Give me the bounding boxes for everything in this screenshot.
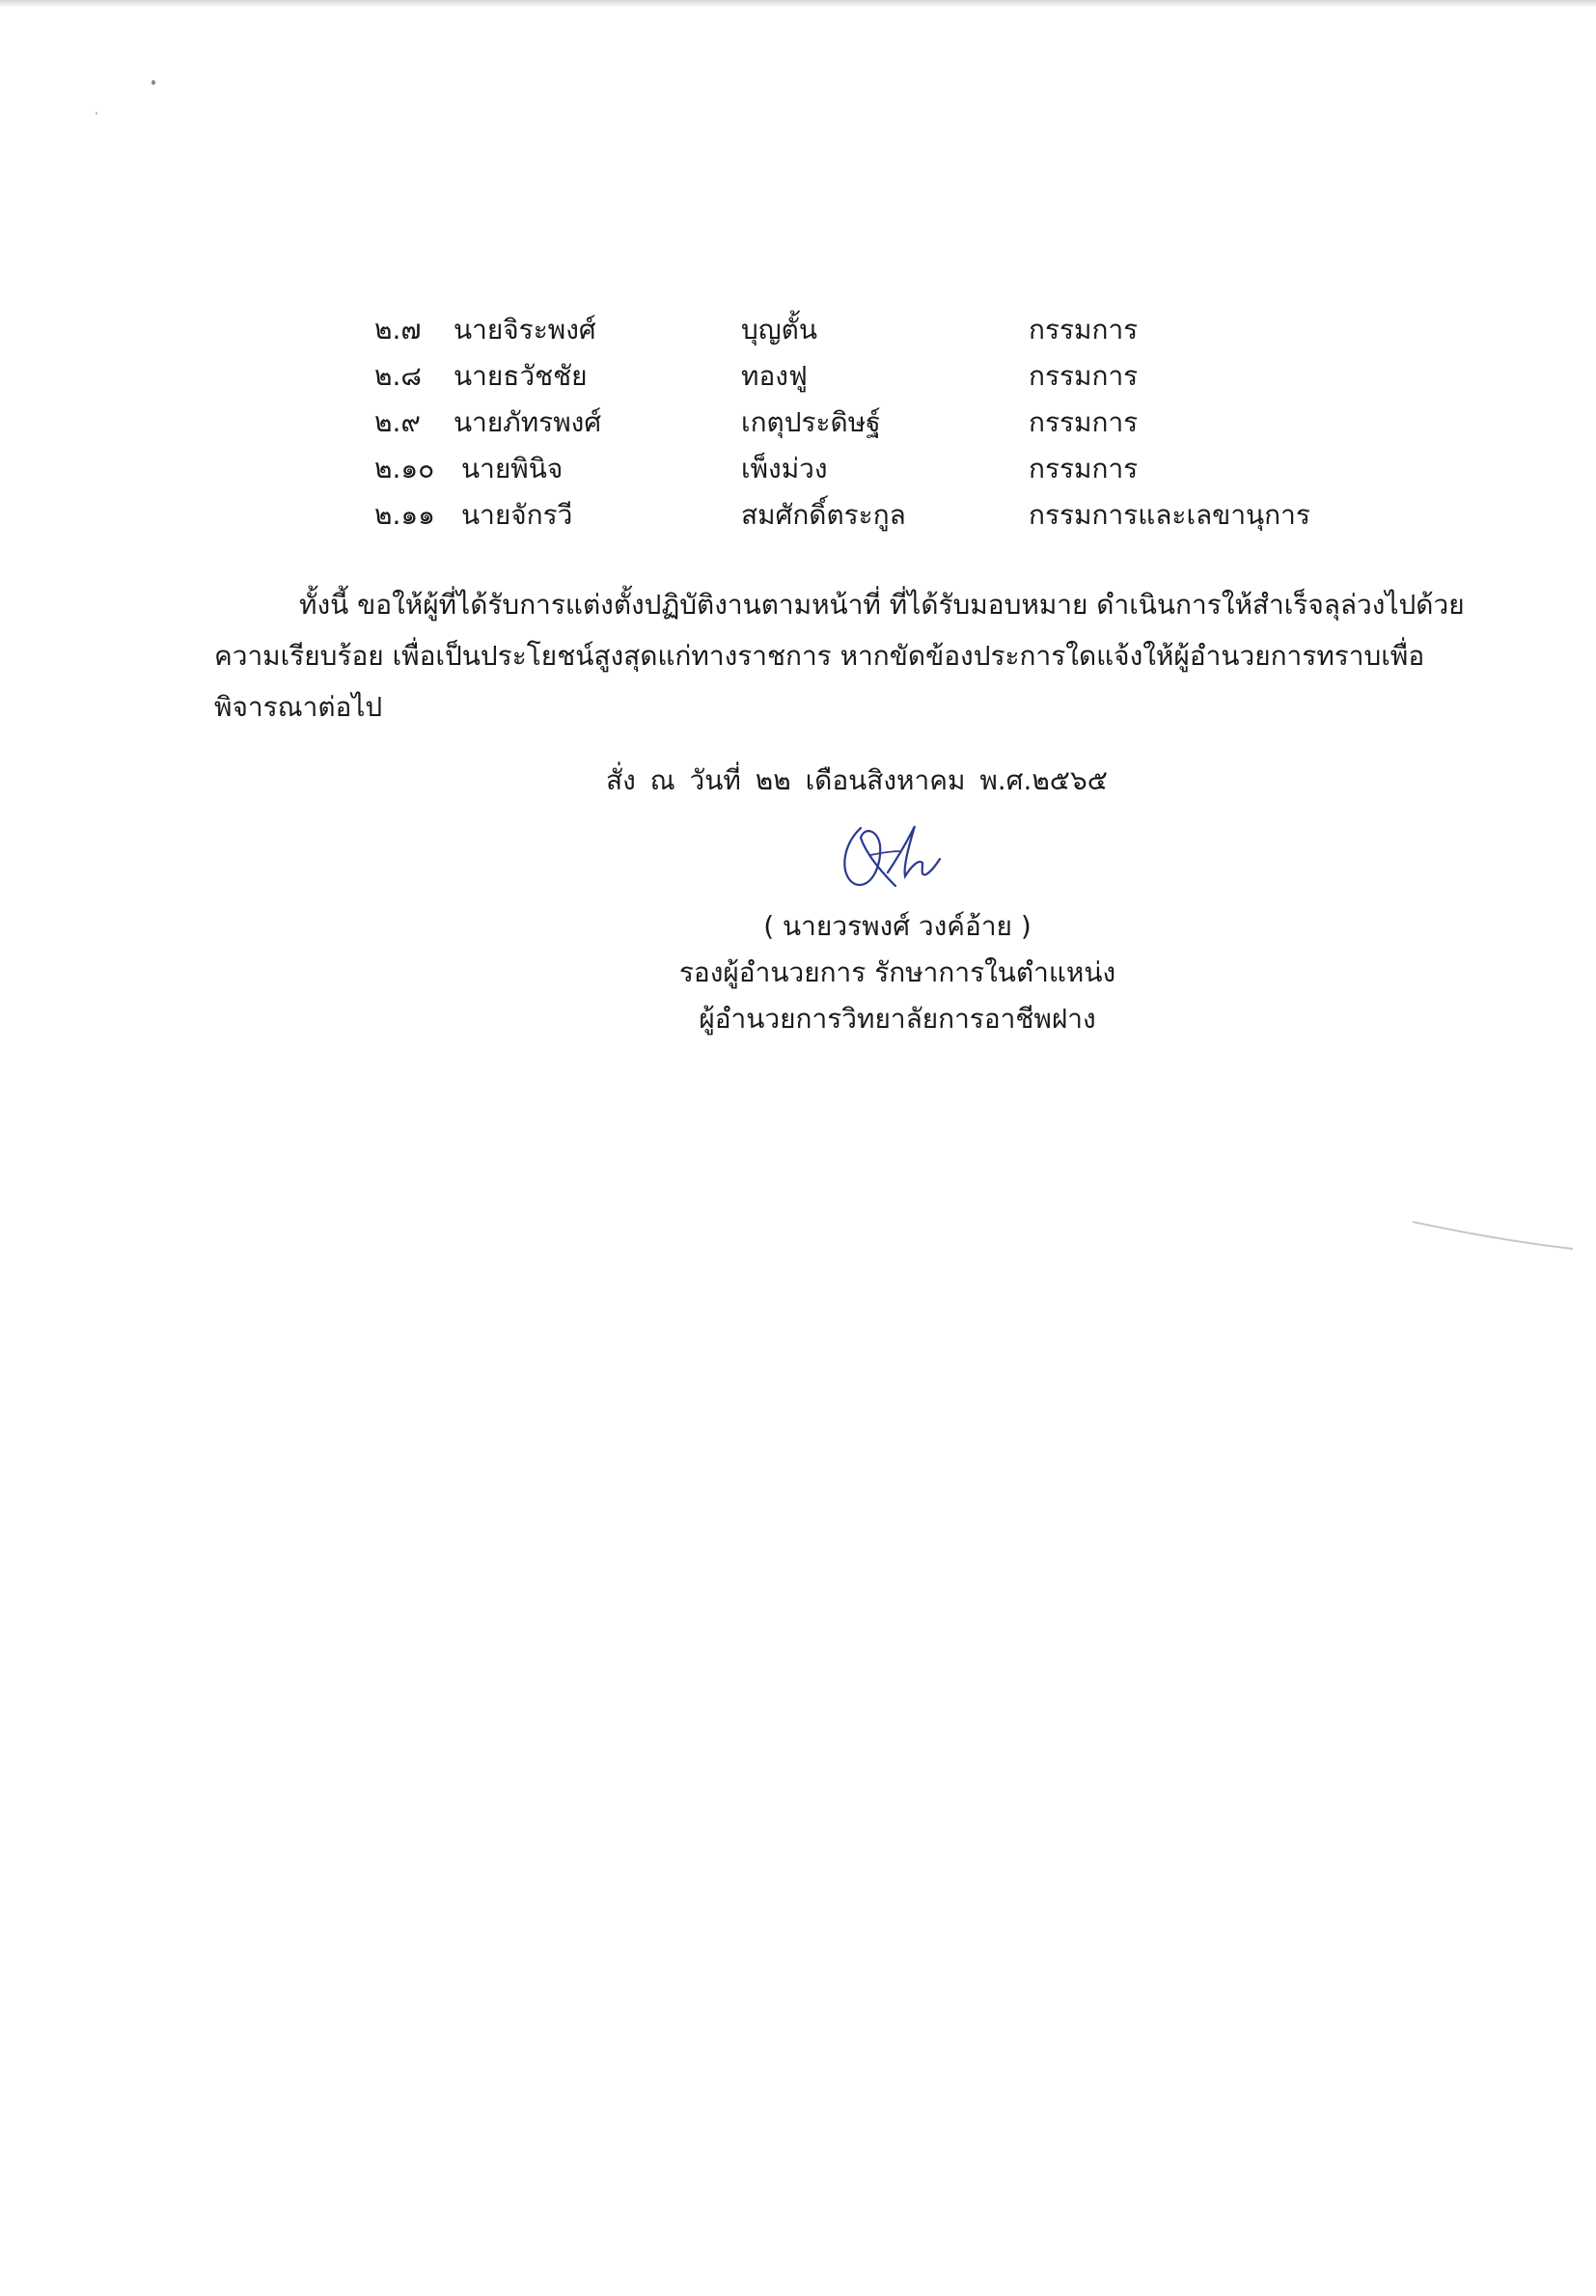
member-row	[374, 353, 1339, 400]
member-number: ๒.๙	[374, 406, 421, 438]
scan-stray-mark	[1411, 1218, 1575, 1257]
member-row	[374, 492, 1339, 539]
member-role: กรรมการ	[1029, 314, 1139, 346]
instruction-paragraph	[214, 579, 1465, 733]
member-number: ๒.๑๑	[374, 499, 435, 531]
member-role: กรรมการ	[1029, 406, 1139, 438]
member-row	[374, 446, 1339, 492]
member-number: ๒.๘	[374, 360, 422, 392]
handwritten-signature	[832, 816, 957, 903]
member-number: ๒.๑๐	[374, 453, 435, 484]
member-last-name: ทองฟู	[741, 360, 808, 392]
member-first-name: นายจักรวี	[461, 499, 573, 531]
scan-edge-shadow	[0, 0, 1596, 8]
member-number: ๒.๗	[374, 314, 422, 346]
paragraph-line: ทั้งนี้ ขอให้ผู้ที่ได้รับการแต่งตั้งปฏิบัติงานตามหน้าที่ ที่ได้รับมอบหมาย ดำเนินการให้สำเร็จลุล่วงไปด้วย	[299, 589, 1465, 621]
member-role: กรรมการ	[1029, 453, 1139, 484]
member-first-name: นายพินิจ	[461, 453, 564, 484]
member-first-name: นายภัทรพงศ์	[454, 406, 602, 438]
member-first-name: นายจิระพงศ์	[454, 314, 596, 346]
member-last-name: เกตุประดิษฐ์	[741, 406, 881, 438]
member-role: กรรมการ	[1029, 360, 1139, 392]
member-row	[374, 400, 1339, 446]
signatory-name: ( นายวรพงศ์ วงค์อ้าย )	[763, 910, 1032, 942]
member-last-name: บุญตั้น	[741, 314, 817, 346]
member-row	[374, 307, 1339, 353]
signatory-organization: ผู้อำนวยการวิทยาลัยการอาชีพฝาง	[699, 1003, 1096, 1035]
signatory-block	[675, 903, 1119, 1042]
scan-speck	[96, 112, 97, 115]
member-first-name: นายธวัชชัย	[454, 360, 588, 392]
paragraph-line: ความเรียบร้อย เพื่อเป็นประโยชน์สูงสุดแก่ทางราชการ หากขัดข้องประการใดแจ้งให้ผู้อำนวยการทราบเพื่อ	[214, 640, 1425, 672]
member-last-name: สมศักดิ์ตระกูล	[741, 499, 906, 531]
member-last-name: เพ็งม่วง	[741, 453, 828, 484]
order-date: สั่ง ณ วันที่ ๒๒ เดือนสิงหาคม พ.ศ.๒๕๖๕	[606, 764, 1108, 796]
signatory-position: รองผู้อำนวยการ รักษาการในตำแหน่ง	[678, 956, 1116, 988]
committee-member-list	[374, 307, 1339, 539]
scan-speck	[151, 80, 155, 85]
member-role: กรรมการและเลขานุการ	[1029, 499, 1310, 531]
paragraph-line: พิจารณาต่อไป	[214, 691, 383, 723]
